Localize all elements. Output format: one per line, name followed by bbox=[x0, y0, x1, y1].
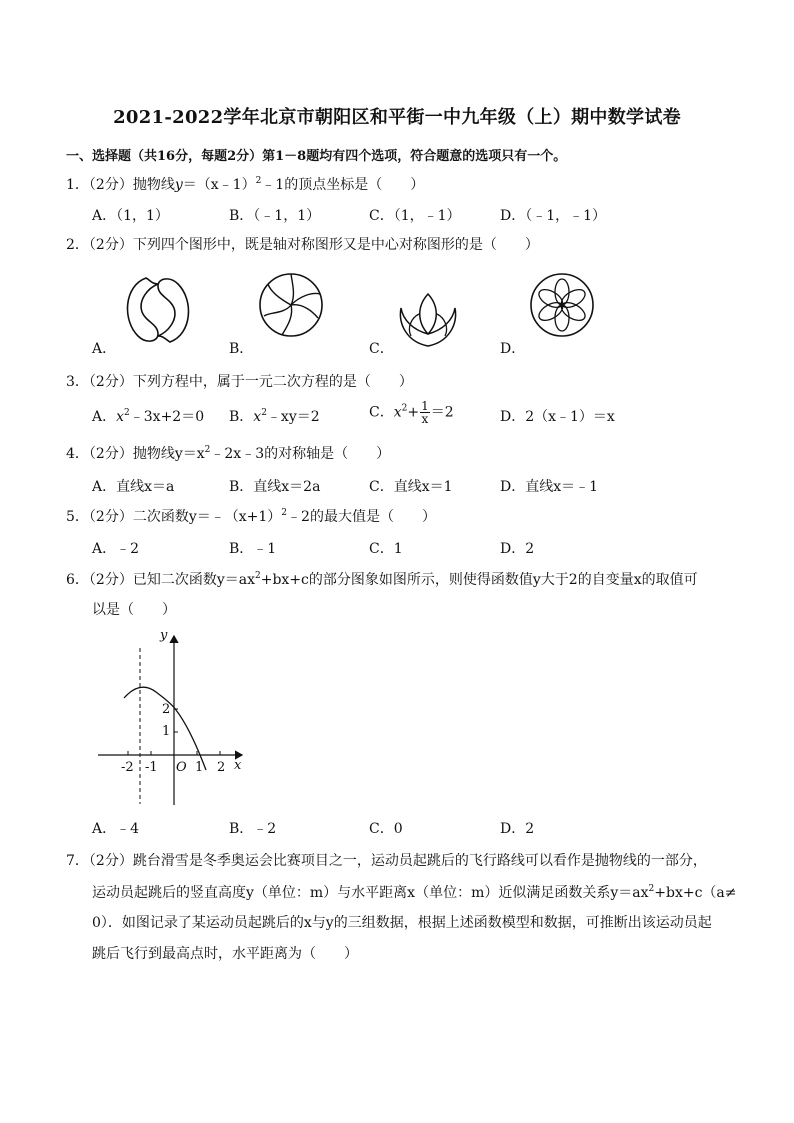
q1-options bbox=[92, 205, 732, 225]
q6-options bbox=[92, 818, 732, 838]
q3-options bbox=[92, 399, 732, 426]
question-1 bbox=[66, 175, 424, 195]
graph-xtick-label: 1 bbox=[195, 760, 204, 775]
q4-option-b: B．直线x＝2a bbox=[229, 479, 321, 495]
q6-stem-a: 已知二次函数y＝ax bbox=[132, 572, 255, 588]
q1-option-b: B．（﹣1，1） bbox=[229, 208, 321, 224]
question-6 bbox=[66, 570, 698, 590]
q3-option-c: C．$x^2+$ $\frac{1}{x}$ ＝2 bbox=[369, 399, 454, 426]
q3-number: 3． bbox=[66, 374, 89, 390]
q2-option-b: B． bbox=[229, 341, 254, 357]
q1-y: y bbox=[174, 177, 183, 193]
q6-option-c: C．0 bbox=[369, 821, 403, 837]
graph-xtick-label: 2 bbox=[217, 760, 226, 775]
q7-line2: 运动员起跳后的竖直高度y（单位：m）与水平距离x（单位：m）近似满足函数关系$y=ax^2+bx+c(a\ne$ bbox=[92, 884, 737, 901]
page-title: 2021-2022学年北京市朝阳区和平街一中九年级（上）期中数学试卷 bbox=[113, 107, 681, 128]
q6-score: （2分） bbox=[88, 572, 133, 588]
question-2 bbox=[66, 235, 539, 255]
q4-score: （2分） bbox=[88, 446, 133, 462]
q4-number: 4． bbox=[66, 446, 89, 462]
q6-option-d: D．2 bbox=[500, 821, 535, 837]
question-4 bbox=[66, 444, 390, 464]
q7-line4: 跳后飞行到最高点时，水平距离为（ ） bbox=[92, 946, 358, 962]
graph-xtick-label: -1 bbox=[145, 760, 158, 775]
question-3 bbox=[66, 372, 413, 392]
q5-stem-a: 二次函数y＝﹣（x+1） bbox=[132, 509, 282, 525]
q1-option-d: D．（﹣1，﹣1） bbox=[500, 208, 607, 224]
q4-options bbox=[92, 476, 732, 496]
q1-stem-b: ＝（x﹣1） bbox=[182, 177, 256, 193]
q4-sup: 2 bbox=[204, 445, 211, 455]
q1-stem-a: 抛物线 bbox=[132, 177, 175, 193]
q4-option-d: D．直线x＝﹣1 bbox=[500, 479, 599, 495]
q1-stem-c: ﹣1的顶点坐标是（ ） bbox=[261, 177, 425, 193]
q3-option-d: D．2（x﹣1）＝x bbox=[500, 409, 615, 425]
q5-option-a: A．﹣2 bbox=[92, 541, 140, 557]
q4-option-a: A．直线x＝a bbox=[92, 479, 175, 495]
q1-score: （2分） bbox=[88, 177, 133, 193]
graph-x-label: x bbox=[234, 758, 242, 773]
q2-options bbox=[92, 338, 732, 358]
graph-y-label: y bbox=[160, 628, 168, 643]
parabola-graph bbox=[90, 628, 260, 808]
q5-number: 5． bbox=[66, 509, 89, 525]
q6-stem-b: +bx+c的部分图象如图所示，则使得函数值y大于2的自变量x的取值可 bbox=[260, 572, 698, 588]
q5-option-c: C．1 bbox=[369, 541, 403, 557]
q6-number: 6． bbox=[66, 572, 89, 588]
q3-option-a: A．$x^2﹣3x+2=0$ bbox=[92, 408, 205, 425]
q5-sup: 2 bbox=[281, 508, 288, 518]
q3-score: （2分） bbox=[88, 374, 133, 390]
q2-number: 2． bbox=[66, 237, 89, 253]
q1-number: 1． bbox=[66, 177, 89, 193]
q7-line3: 0）．如图记录了某运动员起跳后的x与y的三组数据，根据上述函数模型和数据，可推断出该运动员起 bbox=[92, 915, 712, 931]
q2-stem: 下列四个图形中，既是轴对称图形又是中心对称图形的是（ ） bbox=[132, 237, 539, 253]
q5-option-d: D．2 bbox=[500, 541, 535, 557]
figure-d-flower-icon bbox=[527, 270, 597, 340]
q2-option-a: A． bbox=[92, 341, 117, 357]
q4-stem-b: ﹣2x﹣3的对称轴是（ ） bbox=[210, 446, 391, 462]
q7-score: （2分） bbox=[88, 853, 133, 869]
graph-ytick-label: 1 bbox=[162, 724, 171, 739]
q1-sup: 2 bbox=[255, 176, 262, 186]
figure-b-pinwheel-icon bbox=[256, 270, 326, 340]
fraction: $\frac{1}{x}$ bbox=[421, 399, 429, 426]
q1-option-a: A．（1，1） bbox=[92, 208, 169, 224]
q2-option-c: C． bbox=[369, 341, 394, 357]
q3-stem: 下列方程中，属于一元二次方程的是（ ） bbox=[132, 374, 413, 390]
graph-ytick-label: 2 bbox=[162, 702, 171, 717]
question-7 bbox=[66, 851, 707, 871]
graph-origin-label: O bbox=[176, 760, 187, 775]
q4-option-c: C．直线x＝1 bbox=[369, 479, 453, 495]
q6-sup: 2 bbox=[255, 571, 261, 581]
q3-option-b: B．$x^2﹣xy=2$ bbox=[229, 408, 320, 425]
q2-score: （2分） bbox=[88, 237, 133, 253]
q5-stem-b: ﹣2的最大值是（ ） bbox=[287, 509, 436, 525]
q4-stem-a: 抛物线y＝x bbox=[132, 446, 205, 462]
graph-xtick-label: -2 bbox=[121, 760, 134, 775]
question-5 bbox=[66, 507, 436, 527]
q6-stem-line2: 以是（ ） bbox=[92, 602, 176, 618]
q5-option-b: B．﹣1 bbox=[229, 541, 277, 557]
q5-options bbox=[92, 538, 732, 558]
q7-number: 7． bbox=[66, 853, 89, 869]
q6-option-b: B．﹣2 bbox=[229, 821, 277, 837]
q6-option-a: A．﹣4 bbox=[92, 821, 140, 837]
section-heading: 一、选择题（共16分，每题2分）第1－8题均有四个选项，符合题意的选项只有一个。 bbox=[66, 149, 567, 164]
q7-line1: 跳台滑雪是冬季奥运会比赛项目之一，运动员起跳后的飞行路线可以看作是抛物线的一部分， bbox=[132, 853, 707, 869]
q1-option-c: C．（1，﹣1） bbox=[369, 208, 461, 224]
q5-score: （2分） bbox=[88, 509, 133, 525]
q2-option-d: D． bbox=[500, 341, 526, 357]
